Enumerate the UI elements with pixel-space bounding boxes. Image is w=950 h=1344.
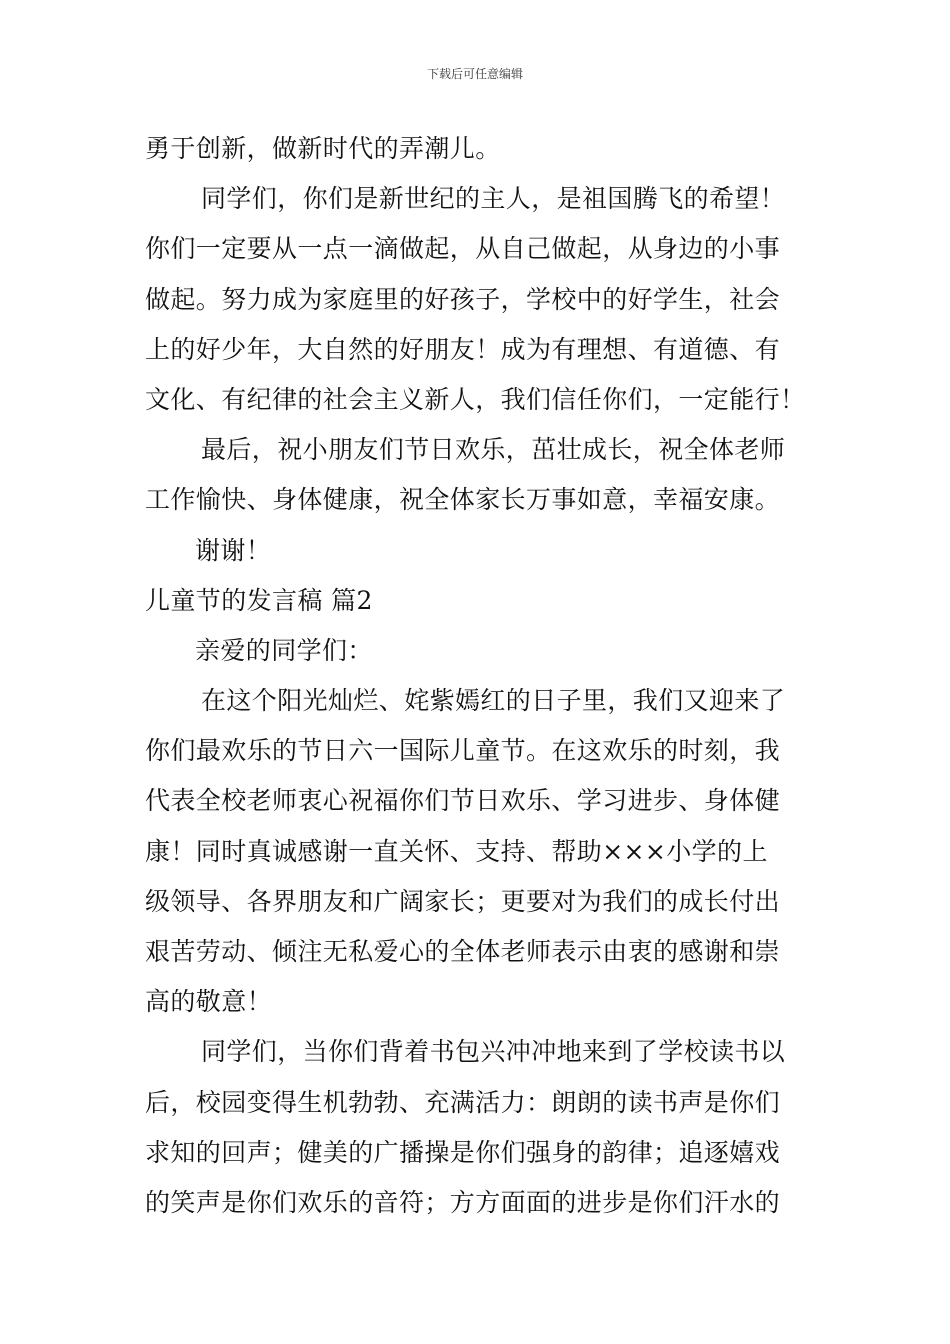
text-line: 级领导、各界朋友和广阔家长；更要对为我们的成长付出 xyxy=(145,886,781,916)
page-header-note: 下载后可任意编辑 xyxy=(426,67,523,81)
text-line: 工作愉快、身体健康，祝全体家长万事如意，幸福安康。 xyxy=(145,485,781,515)
paragraph-start: 最后，祝小朋友们节日欢乐，茁壮成长，祝全体老师 xyxy=(201,435,786,465)
text-line: 高的敬意！ xyxy=(145,987,273,1017)
text-line: 求知的回声；健美的广播操是你们强身的韵律；追逐嬉戏 xyxy=(145,1137,781,1167)
document-body xyxy=(145,124,809,1228)
text-line: 上的好少年，大自然的好朋友！成为有理想、有道德、有 xyxy=(145,334,781,364)
text-line: 后，校园变得生机勃勃、充满活力：朗朗的读书声是你们 xyxy=(145,1087,781,1117)
text-line: 做起。努力成为家庭里的好孩子，学校中的好学生，社会 xyxy=(145,284,781,314)
text-line: 康！同时真诚感谢一直关怀、支持、帮助×××小学的上 xyxy=(145,836,768,866)
text-line: 你们最欢乐的节日六一国际儿童节。在这欢乐的时刻，我 xyxy=(145,736,781,766)
text-line: 文化、有纪律的社会主义新人，我们信任你们，一定能行！ xyxy=(145,384,806,414)
text-line: 勇于创新，做新时代的弄潮儿。 xyxy=(145,134,501,163)
section-heading: 儿童节的发言稿 篇2 xyxy=(145,585,373,615)
paragraph-start: 同学们，当你们背着书包兴冲冲地来到了学校读书以 xyxy=(201,1037,786,1067)
salutation: 亲爱的同学们： xyxy=(195,635,373,665)
paragraph-start: 同学们，你们是新世纪的主人，是祖国腾飞的希望！ xyxy=(201,184,786,214)
text-line: 你们一定要从一点一滴做起，从自己做起，从身边的小事 xyxy=(145,234,781,264)
text-line: 艰苦劳动、倾注无私爱心的全体老师表示由衷的感谢和崇 xyxy=(145,937,781,966)
paragraph-start: 在这个阳光灿烂、姹紫嫣红的日子里，我们又迎来了 xyxy=(201,686,786,716)
text-line: 代表全校老师衷心祝福你们节日欢乐、学习进步、身体健 xyxy=(145,786,781,816)
text-line: 的笑声是你们欢乐的音符；方方面面的进步是你们汗水的 xyxy=(145,1187,781,1217)
thanks-line: 谢谢！ xyxy=(195,535,272,565)
